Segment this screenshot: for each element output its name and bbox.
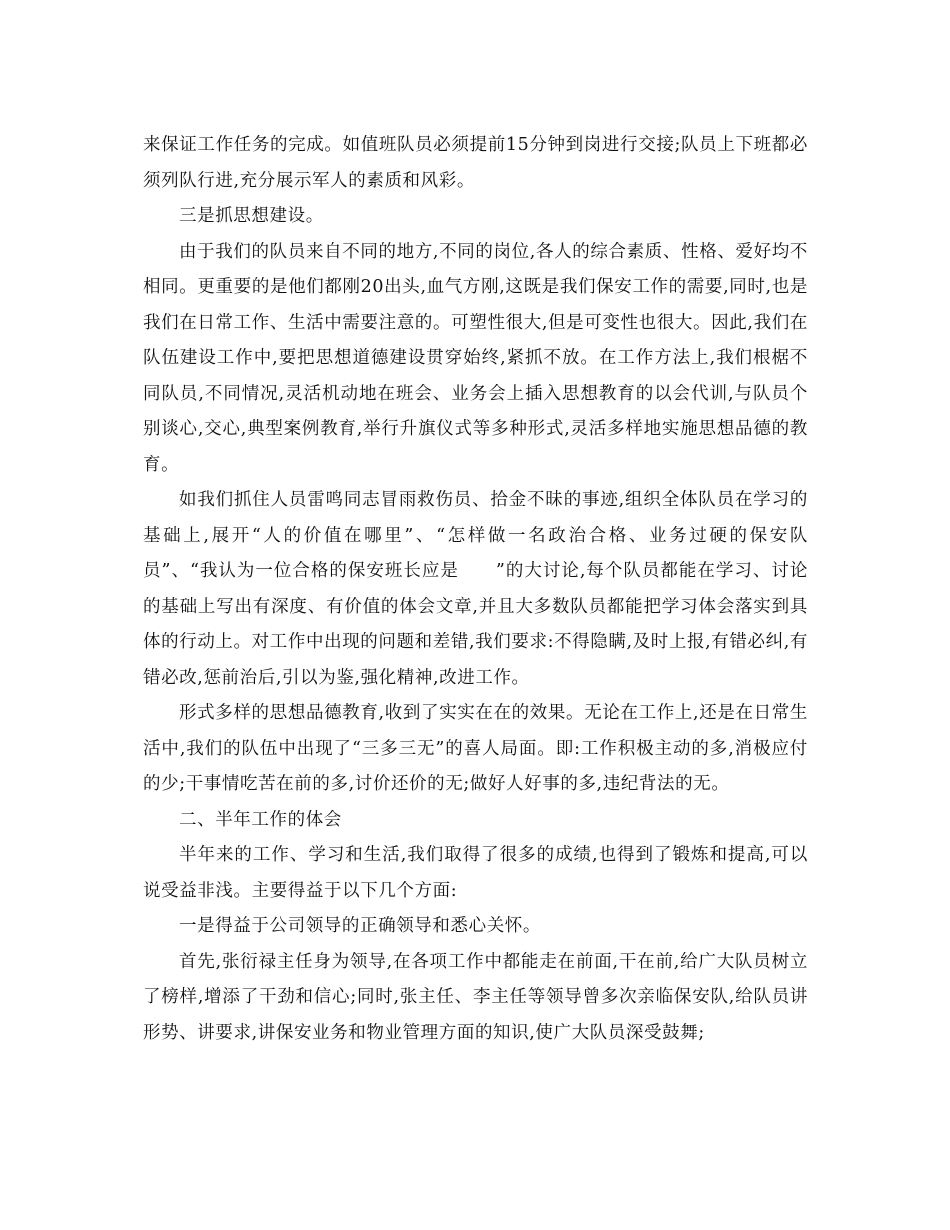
paragraph-9: 首先,张衍禄主任身为领导,在各项工作中都能走在前面,干在前,给广大队员树立了榜样,增添了干劲和信心;同时,张主任、李主任等领导曾多次亲临保安队,给队员讲形势、讲要求,讲保安业务和物业管理方面的知识,使广大队员深受鼓舞; bbox=[143, 951, 808, 1043]
document-body bbox=[143, 128, 808, 1051]
paragraph-8: 一是得益于公司领导的正确领导和悉心关怀。 bbox=[179, 916, 541, 936]
paragraph-5: 形式多样的思想品德教育,收到了实实在在的效果。无论在工作上,还是在日常生活中,我们的队伍中出现了“三多三无”的喜人局面。即:工作积极主动的多,消极应付的少;干事情吃苦在前的多,讨价还价的无;做好人好事的多,违纪背法的无。 bbox=[143, 703, 808, 794]
paragraph-2: 三是抓思想建设。 bbox=[179, 206, 324, 226]
paragraph-1: 来保证工作任务的完成。如值班队员必须提前15分钟到岗进行交接;队员上下班都必须列队行进,充分展示军人的素质和风彩。 bbox=[143, 135, 808, 191]
paragraph-7: 半年来的工作、学习和生活,我们取得了很多的成绩,也得到了锻炼和提高,可以说受益非浅。主要得益于以下几个方面: bbox=[143, 845, 808, 901]
paragraph-4: 如我们抓住人员雷鸣同志冒雨救伤员、拾金不昧的事迹,组织全体队员在学习的基础上,展开“人的价值在哪里”、“怎样做一名政治合格、业务过硬的保安队员”、“我认为一位合格的保安班长应是 ”的大讨论,每个队员都能在学习、讨论的基础上写出有深度、有价值的体会文章,并且大多数队员都能把学习体会落实到具体的行动上。对工作中出现的问题和差错,我们要求:不得隐瞒,及时上报,有错必纠,有错必改,惩前治后,引以为鉴,强化精神,改进工作。 bbox=[143, 490, 808, 688]
section-heading: 二、半年工作的体会 bbox=[179, 809, 342, 830]
paragraph-3: 由于我们的队员来自不同的地方,不同的岗位,各人的综合素质、性格、爱好均不相同。更重要的是他们都刚20出头,血气方刚,这既是我们保安工作的需要,同时,也是我们在日常工作、生活中需要注意的。可塑性很大,但是可变性也很大。因此,我们在队伍建设工作中,要把思想道德建设贯穿始终,紧抓不放。在工作方法上,我们根椐不同队员,不同情况,灵活机动地在班会、业务会上插入思想教育的以会代训,与队员个别谈心,交心,典型案例教育,举行升旗仪式等多种形式,灵活多样地实施思想品德的教育。 bbox=[143, 241, 808, 475]
